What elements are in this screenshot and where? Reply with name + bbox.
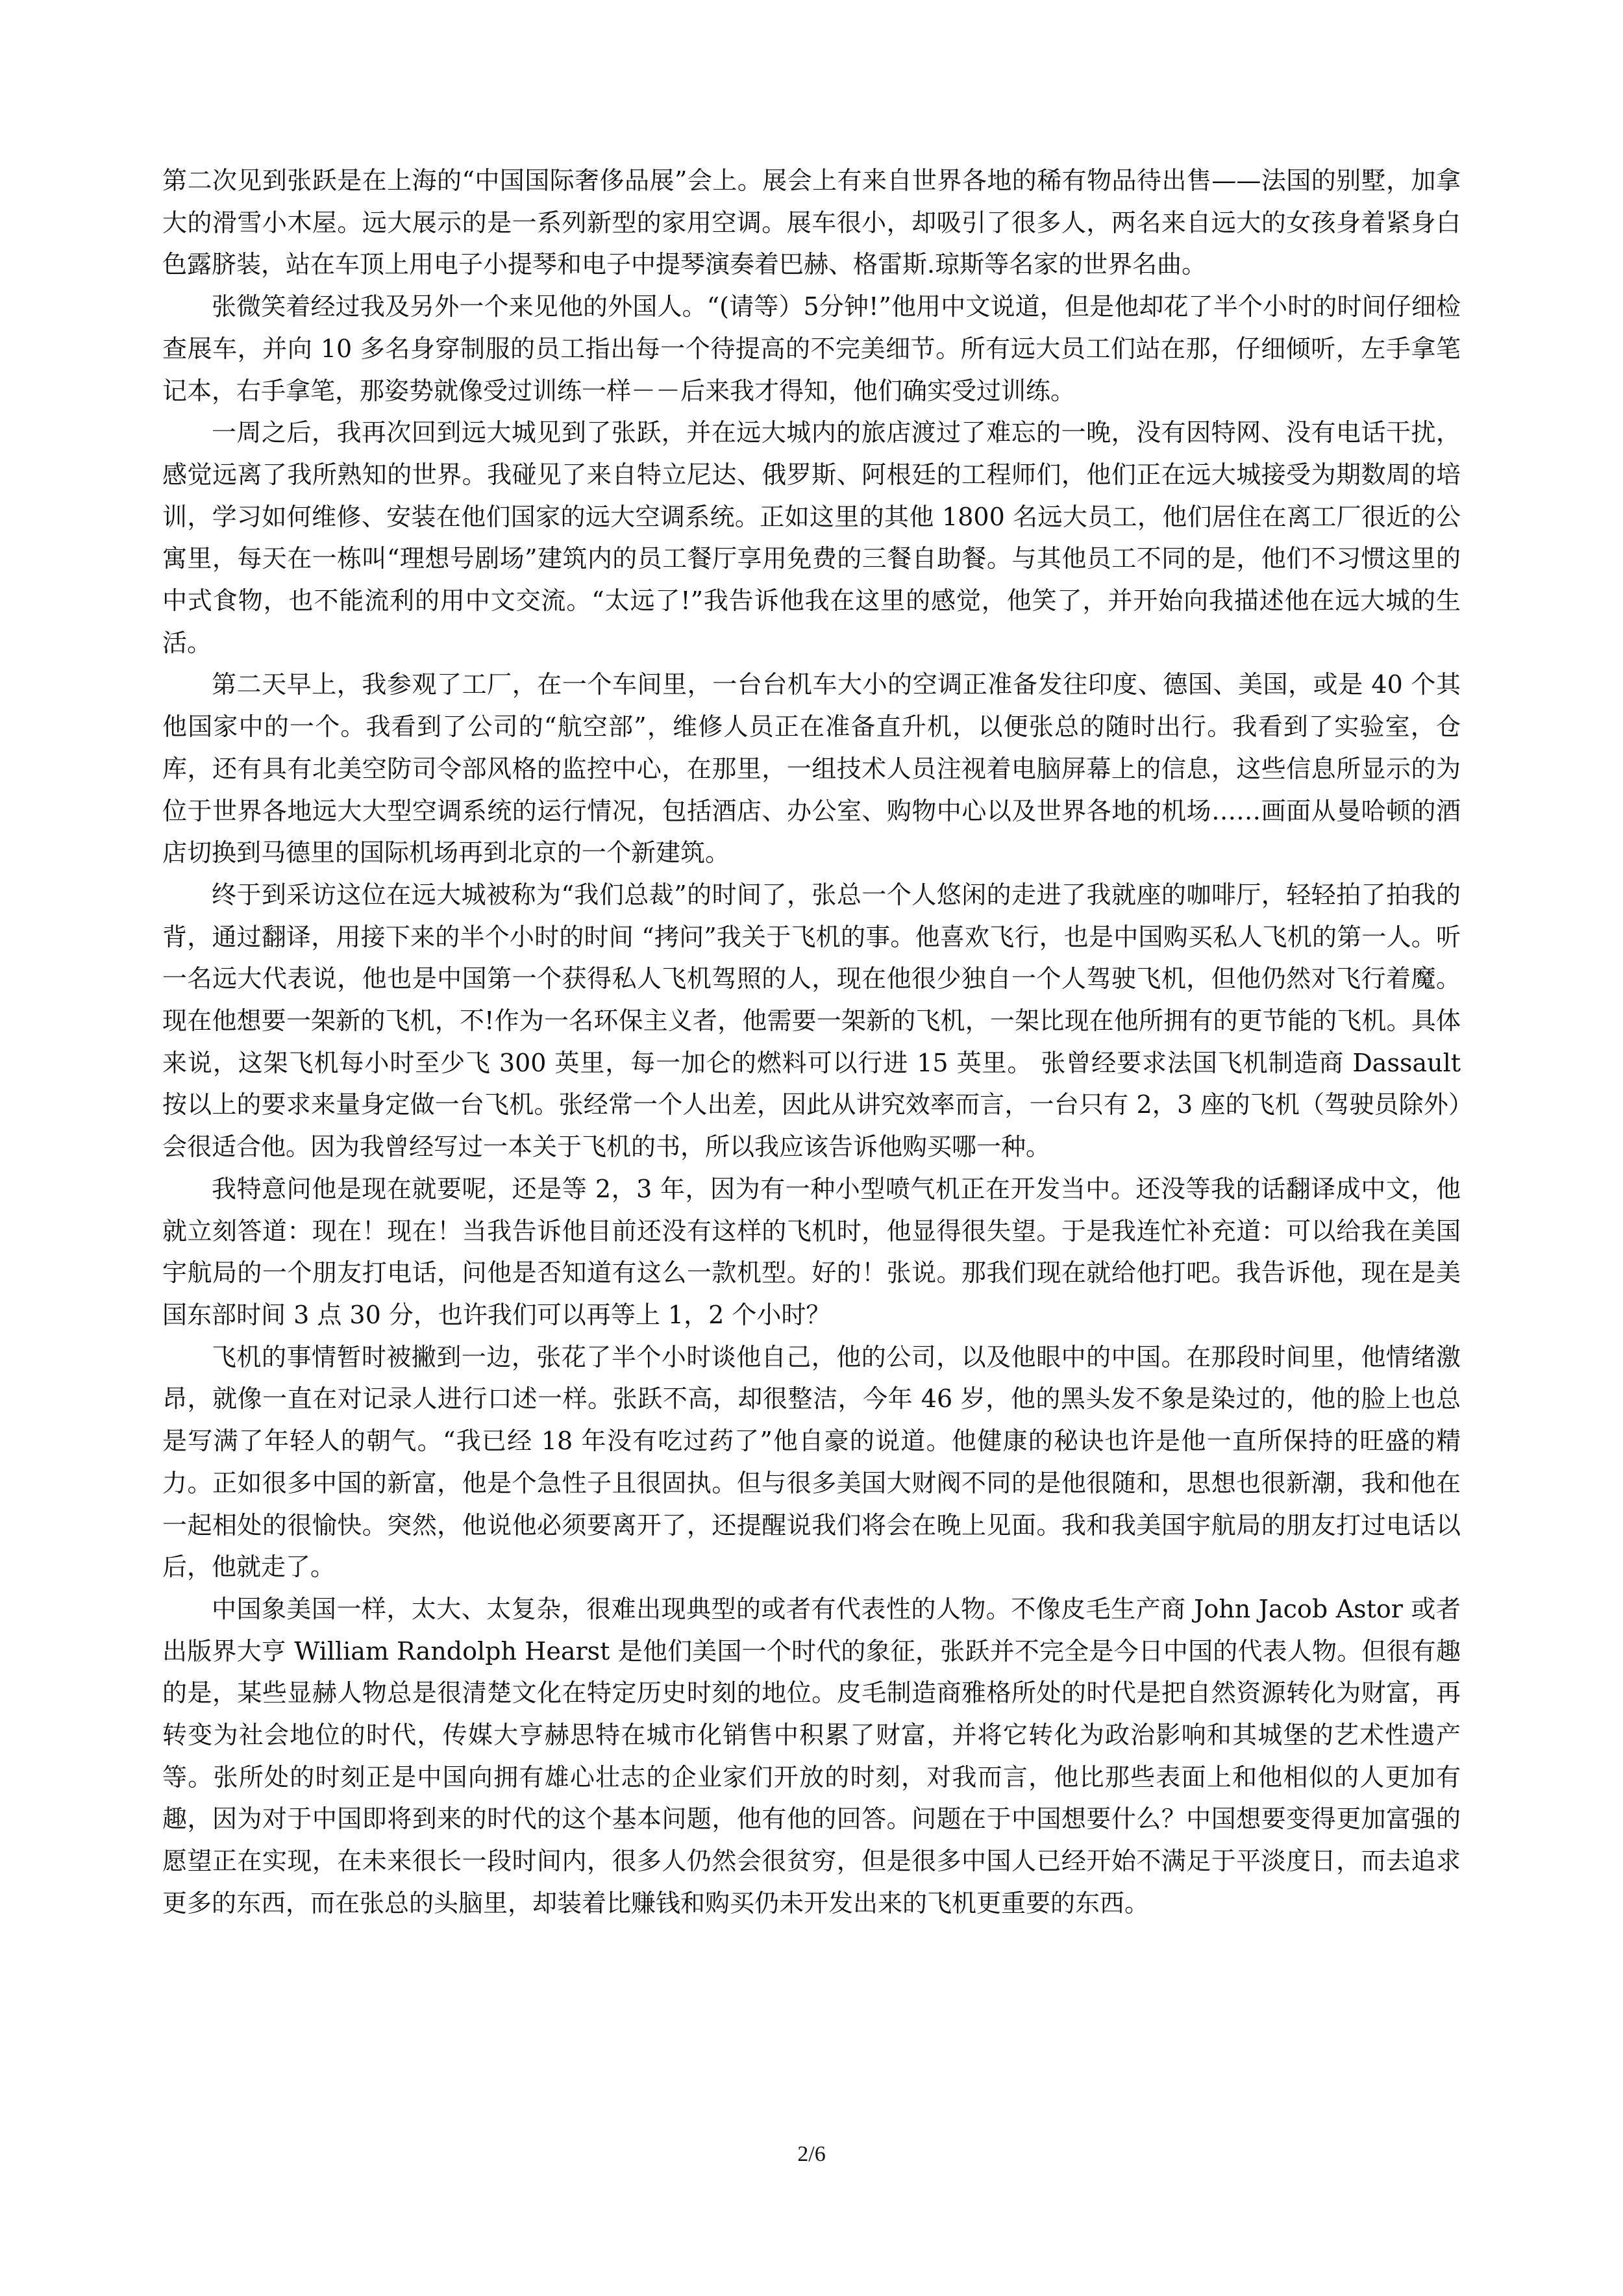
paragraph-8: 中国象美国一样，太大、太复杂，很难出现典型的或者有代表性的人物。不像皮毛生产商 John Jacob Astor 或者出版界大亨 William Randolph Hearst 是他们美国一个时代的象征，张跃并不完全是今日中国的代表人物。但很有趣的是，某些显赫人物总是很清楚文化在特定历史时刻的地位。皮毛制造商雅格所处的时代是把自然资源转化为财富，再转变为社会地位的时代，传媒大亨赫思特在城市化销售中积累了财富，并将它转化为政治影响和其城堡的艺术性遗产等。张所处的时刻正是中国向拥有雄心壮志的企业家们开放的时刻，对我而言，他比那些表面上和他相似的人更加有趣，因为对于中国即将到来的时代的这个基本问题，他有他的回答。问题在于中国想要什么？中国想要变得更加富强的愿望正在实现，在未来很长一段时间内，很多人仍然会很贫穷，但是很多中国人已经开始不满足于平淡度日，而去追求更多的东西，而在张总的头脑里，却装着比赚钱和购买仍未开发出来的飞机更重要的东西。 <box>162 1594 1461 1917</box>
paragraph-5: 终于到采访这位在远大城被称为“我们总裁”的时间了，张总一个人悠闲的走进了我就座的咖啡厅，轻轻拍了拍我的背，通过翻译，用接下来的半个小时的时间 “拷问”我关于飞机的事。他喜欢飞行，也是中国购买私人飞机的第一人。听一名远大代表说，他也是中国第一个获得私人飞机驾照的人，现在他很少独自一个人驾驶飞机，但他仍然对飞行着魔。现在他想要一架新的飞机，不!作为一名环保主义者，他需要一架新的飞机，一架比现在他所拥有的更节能的飞机。具体来说，这架飞机每小时至少飞 300 英里，每一加仑的燃料可以行进 15 英里。 张曾经要求法国飞机制造商 Dassault 按以上的要求来量身定做一台飞机。张经常一个人出差，因此从讲究效率而言，一台只有 2，3 座的飞机（驾驶员除外）会很适合他。因为我曾经写过一本关于飞机的书，所以我应该告诉他购买哪一种。 <box>162 880 1461 1162</box>
paragraph-2: 张微笑着经过我及另外一个来见他的外国人。“(请等）5分钟!”他用中文说道，但是他却花了半个小时的时间仔细检查展车，并向 10 多名身穿制服的员工指出每一个待提高的不完美细节。所有远大员工们站在那，仔细倾听，左手拿笔记本，右手拿笔，那姿势就像受过训练一样－－后来我才得知，他们确实受过训练。 <box>162 292 1461 405</box>
document-body <box>162 160 1461 1925</box>
paragraph-4: 第二天早上，我参观了工厂，在一个车间里，一台台机车大小的空调正准备发往印度、德国、美国，或是 40 个其他国家中的一个。我看到了公司的“航空部”，维修人员正在准备直升机，以便张总的随时出行。我看到了实验室，仓库，还有具有北美空防司令部风格的监控中心，在那里，一组技术人员注视着电脑屏幕上的信息，这些信息所显示的为位于世界各地远大大型空调系统的运行情况，包括酒店、办公室、购物中心以及世界各地的机场……画面从曼哈顿的酒店切换到马德里的国际机场再到北京的一个新建筑。 <box>162 670 1461 867</box>
page-number: 2/6 <box>797 2142 826 2166</box>
paragraph-1: 第二次见到张跃是在上海的“中国国际奢侈品展”会上。展会上有来自世界各地的稀有物品待出售——法国的别墅，加拿大的滑雪小木屋。远大展示的是一系列新型的家用空调。展车很小，却吸引了很多人，两名来自远大的女孩身着紧身白色露脐装，站在车顶上用电子小提琴和电子中提琴演奏着巴赫、格雷斯.琼斯等名家的世界名曲。 <box>162 166 1461 279</box>
paragraph-3: 一周之后，我再次回到远大城见到了张跃，并在远大城内的旅店渡过了难忘的一晚，没有因特网、没有电话干扰，感觉远离了我所熟知的世界。我碰见了来自特立尼达、俄罗斯、阿根廷的工程师们，他们正在远大城接受为期数周的培训，学习如何维修、安装在他们国家的远大空调系统。正如这里的其他 1800 名远大员工，他们居住在离工厂很近的公寓里，每天在一栋叫“理想号剧场”建筑内的员工餐厅享用免费的三餐自助餐。与其他员工不同的是，他们不习惯这里的中式食物，也不能流利的用中文交流。“太远了!”我告诉他我在这里的感觉，他笑了，并开始向我描述他在远大城的生活。 <box>162 418 1461 657</box>
paragraph-7: 飞机的事情暂时被撇到一边，张花了半个小时谈他自己，他的公司，以及他眼中的中国。在那段时间里，他情绪激昂，就像一直在对记录人进行口述一样。张跃不高，却很整洁，今年 46 岁，他的黑头发不象是染过的，他的脸上也总是写满了年轻人的朝气。“我已经 18 年没有吃过药了”他自豪的说道。他健康的秘诀也许是他一直所保持的旺盛的精力。正如很多中国的新富，他是个急性子且很固执。但与很多美国大财阀不同的是他很随和，思想也很新潮，我和他在一起相处的很愉快。突然，他说他必须要离开了，还提醒说我们将会在晚上见面。我和我美国宇航局的朋友打过电话以后，他就走了。 <box>162 1342 1461 1582</box>
paragraph-6: 我特意问他是现在就要呢，还是等 2，3 年，因为有一种小型喷气机正在开发当中。还没等我的话翻译成中文，他就立刻答道：现在！现在！当我告诉他目前还没有这样的飞机时，他显得很失望。于是我连忙补充道：可以给我在美国宇航局的一个朋友打电话，问他是否知道有这么一款机型。好的！张说。那我们现在就给他打吧。我告诉他，现在是美国东部时间 3 点 30 分，也许我们可以再等上 1，2 个小时？ <box>162 1174 1461 1329</box>
